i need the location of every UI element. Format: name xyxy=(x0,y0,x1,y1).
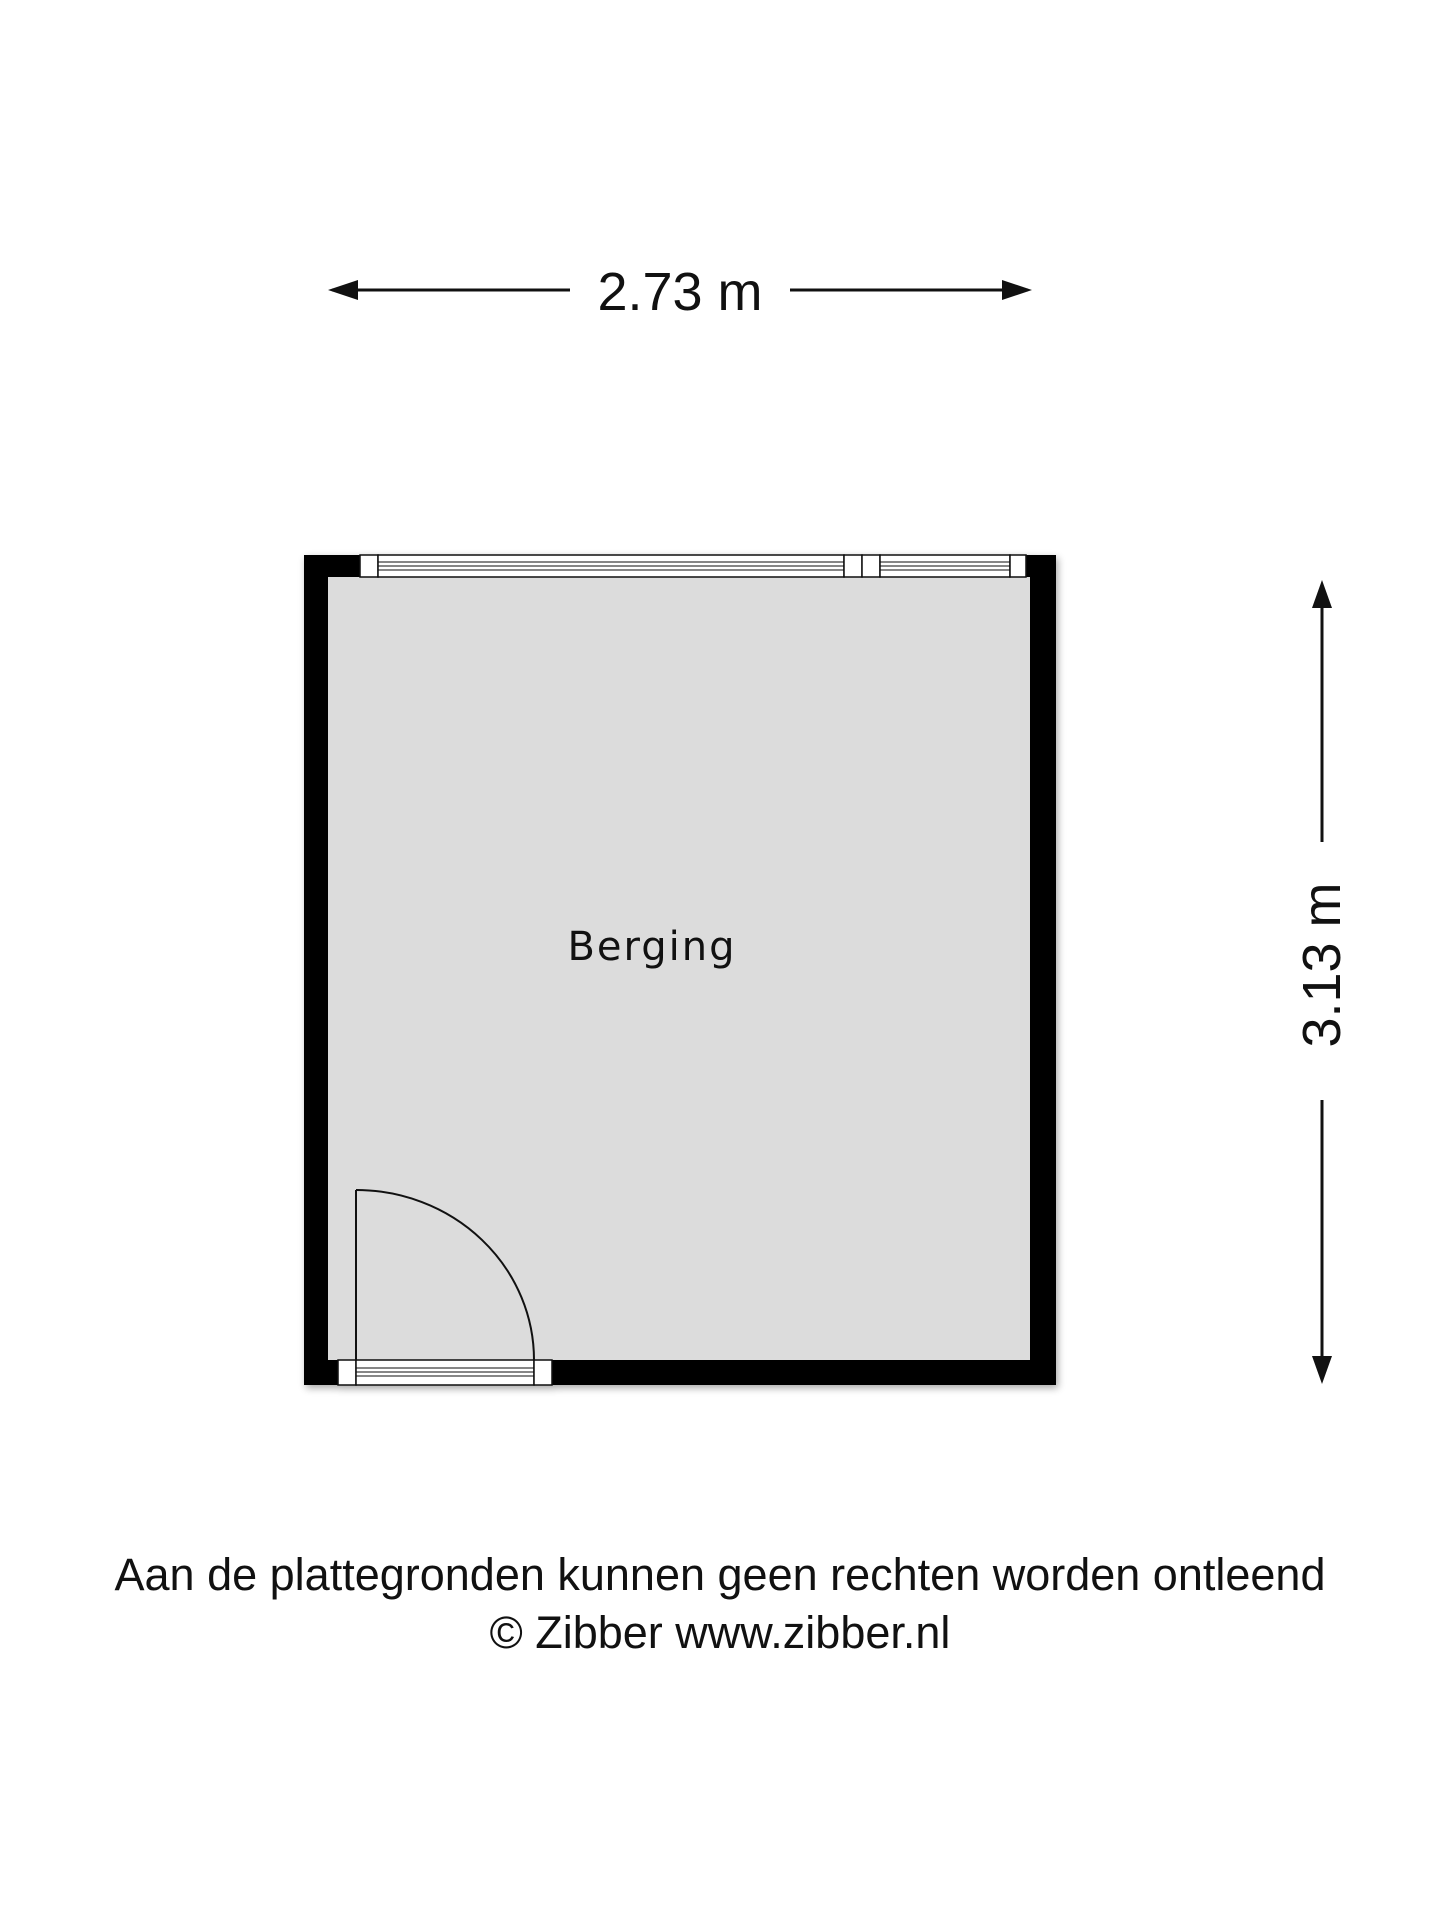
wall-right xyxy=(1030,555,1056,1385)
window-top-right xyxy=(862,555,1026,577)
height-arrow-up-icon xyxy=(1312,580,1332,608)
door-threshold xyxy=(338,1360,552,1385)
window-top-left xyxy=(360,555,862,577)
width-label: 2.73 m xyxy=(597,262,763,322)
height-label: 3.13 m xyxy=(1292,882,1352,1048)
wall-bottom xyxy=(552,1360,1056,1385)
width-dimension xyxy=(328,262,1032,322)
width-arrow-left-icon xyxy=(328,280,358,300)
height-dimension xyxy=(1292,580,1352,1384)
disclaimer-text: Aan de plattegronden kunnen geen rechten worden ontleend xyxy=(114,1549,1326,1600)
copyright-text: © Zibber www.zibber.nl xyxy=(489,1607,951,1658)
wall-top-right-corner xyxy=(1026,555,1056,577)
room-label: Berging xyxy=(567,924,737,970)
wall-top-left-corner xyxy=(304,555,360,577)
room-berging xyxy=(304,555,1056,1385)
height-arrow-down-icon xyxy=(1312,1356,1332,1384)
wall-bottom-left-corner xyxy=(304,1360,338,1385)
wall-left xyxy=(304,555,328,1385)
width-arrow-right-icon xyxy=(1002,280,1032,300)
